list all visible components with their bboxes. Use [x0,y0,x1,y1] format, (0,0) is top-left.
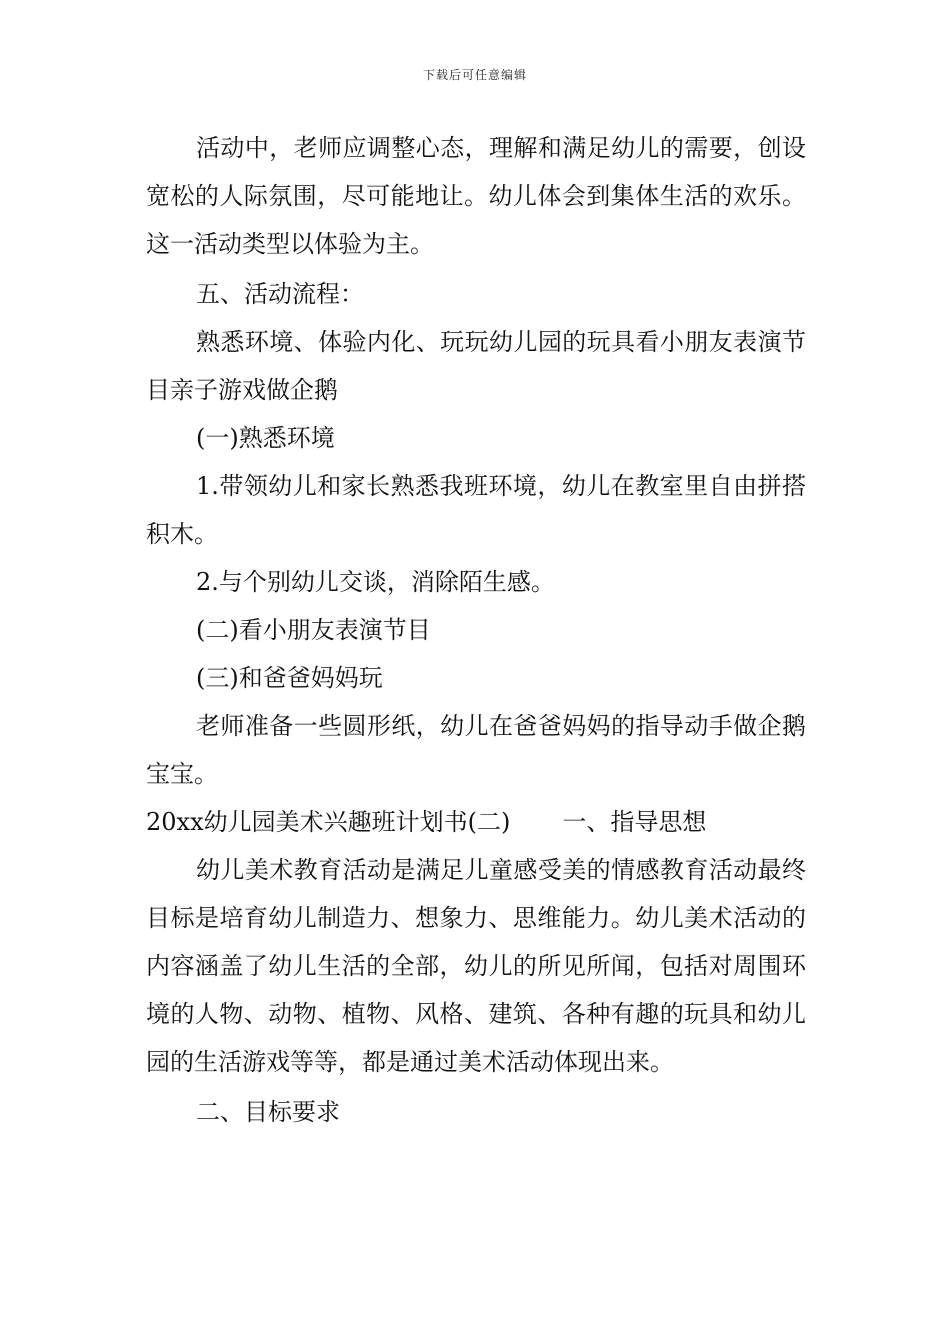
document-title: 20xx幼儿园美术兴趣班计划书(二) [146,808,511,836]
list-item-2: 2.与个别幼儿交谈，消除陌生感。 [196,568,555,596]
paragraph-penguin-craft: 老师准备一些圆形纸，幼儿在爸爸妈妈的指导动手做企鹅宝宝。 [146,712,806,788]
paragraph-activity-attitude: 活动中，老师应调整心态，理解和满足幼儿的需要，创设宽松的人际氛围，尽可能地让。幼儿体会到集体生活的欢乐。这一活动类型以体验为主。 [146,134,806,258]
section-heading-activity-flow: 五、活动流程： [196,280,364,308]
list-item-1: 1.带领幼儿和家长熟悉我班环境，幼儿在教室里自由拼搭积木。 [146,472,806,548]
subheading-familiar-environment: (一)熟悉环境 [196,424,335,452]
header-note: 下载后可任意编辑 [422,68,527,82]
subheading-watch-performance: (二)看小朋友表演节目 [196,616,431,644]
section-heading-guiding-idea: 一、指导思想 [562,808,707,836]
document-body [146,124,806,1136]
paragraph-flow-summary: 熟悉环境、体验内化、玩玩幼儿园的玩具看小朋友表演节目亲子游戏做企鹅 [146,328,806,404]
subheading-play-with-parents: (三)和爸爸妈妈玩 [196,664,383,692]
section-heading-goals: 二、目标要求 [196,1098,340,1126]
document-title-line [146,798,806,846]
paragraph-art-education: 幼儿美术教育活动是满足儿童感受美的情感教育活动最终目标是培育幼儿制造力、想象力、思维能力。幼儿美术活动的内容涵盖了幼儿生活的全部，幼儿的所见所闻，包括对周围环境的人物、动物、植物、风格、建筑、各种有趣的玩具和幼儿园的生活游戏等等，都是通过美术活动体现出来。 [146,856,806,1076]
